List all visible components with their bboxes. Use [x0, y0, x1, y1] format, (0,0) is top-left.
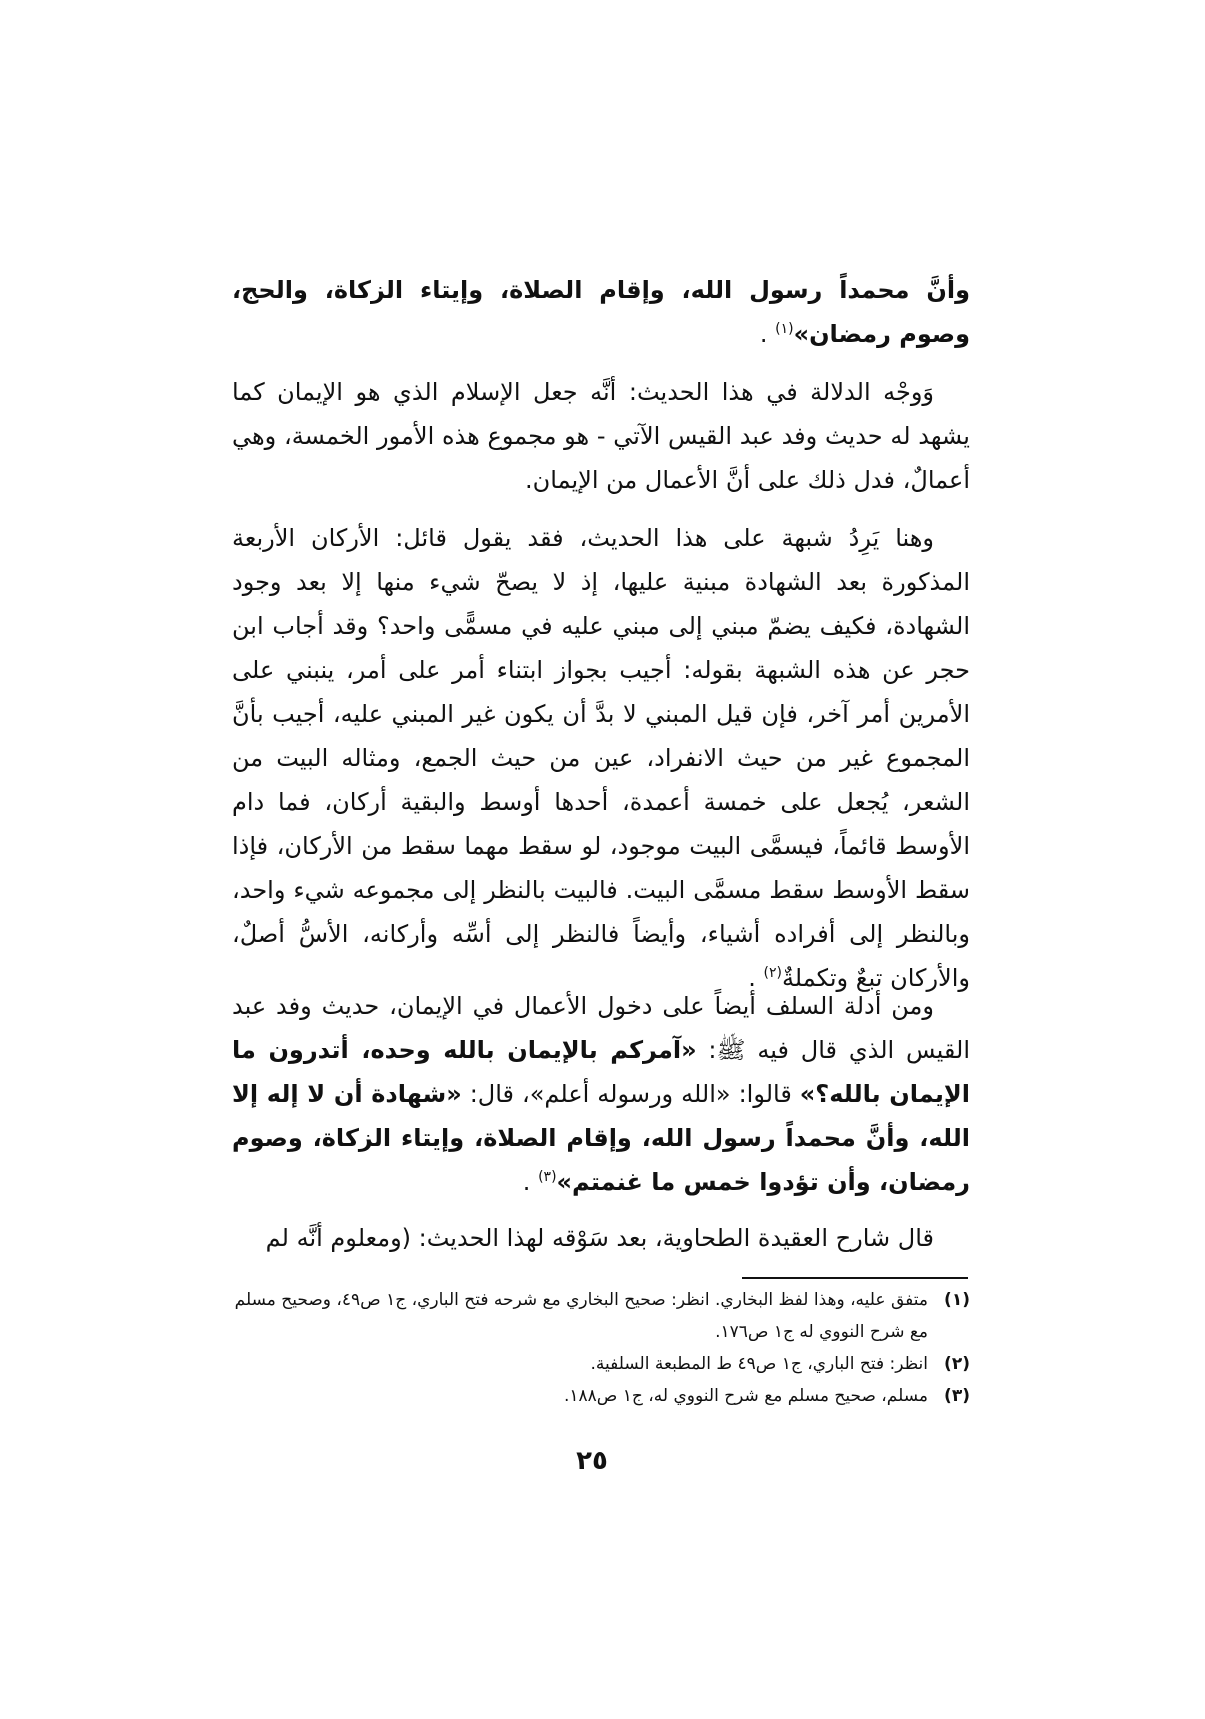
footnote-ref-1[interactable]: (١)	[775, 321, 794, 337]
paragraph-text: قالوا: «الله ورسوله أعلم»، قال:	[461, 1080, 800, 1108]
sentence-end: .	[759, 320, 768, 348]
paragraph-text: قال شارح العقيدة الطحاوية، بعد سَوْقه لهذا الحديث: (ومعلوم أنَّه لم	[265, 1224, 934, 1252]
footnotes-section	[232, 1284, 970, 1412]
footnote-2	[232, 1348, 970, 1380]
footnote-marker: (٣)	[944, 1386, 970, 1406]
page-number: ٢٥	[576, 1446, 608, 1476]
sentence-end: .	[748, 964, 756, 992]
footnote-3	[232, 1380, 970, 1412]
hadith-quote-ending: وأنَّ محمداً رسول الله، وإقام الصلاة، وإيتاء الزكاة، والحج، وصوم رمضان»	[232, 276, 970, 348]
footnote-divider	[742, 1277, 968, 1279]
footnote-text: متفق عليه، وهذا لفظ البخاري. انظر: صحيح البخاري مع شرحه فتح الباري، ج١ ص٤٩، وصحيح مسلم مع شرح النووي له ج١ ص١٧٦.	[234, 1290, 928, 1342]
paragraph-text: وَوجْه الدلالة في هذا الحديث: أنَّه جعل الإسلام الذي هو الإيمان كما يشهد له حديث وفد عبد القيس الآتي - هو مجموع هذه الأمور الخمسة، وهي أعمالٌ، فدل ذلك على أنَّ الأعمال من الإيمان.	[232, 378, 970, 494]
hadith-quote-1: «آمركم بالإيمان بالله وحده، أتدرون ما الإيمان بالله؟»	[232, 1036, 971, 1108]
footnote-marker: (١)	[944, 1290, 970, 1310]
body-paragraph-5	[232, 1216, 970, 1260]
body-paragraph-3	[232, 516, 970, 1000]
paragraph-text: وهنا يَرِدُ شبهة على هذا الحديث، فقد يقول قائل: الأركان الأربعة المذكورة بعد الشهادة مبنية عليها، إذ لا يصحّ شيء منها إلا بعد وجود الشهادة، فكيف يضمّ مبني إلى مبني عليه في مسمًّى واحد؟ وقد أجاب ابن حجر عن هذه الشبهة بقوله: أجيب بجواز ابتناء أمر على أمر، ينبني على الأمرين أمر آخر، فإن قيل المبني لا بدَّ أن يكون غير المبني عليه، أجيب بأنَّ المجموع غير من حيث الانفراد، عين من حيث الجمع، ومثاله البيت من الشعر، يُجعل على خمسة أعمدة، أحدها أوسط والبقية أركان، فما دام الأوسط قائماً، فيسمَّى البيت موجود، لو سقط مهما سقط من الأركان، فإذا سقط الأوسط سقط مسمَّى البيت. فالبيت بالنظر إلى مجموعه شيء واحد، وبالنظر إلى أفراده أشياء، وأيضاً فالنظر إلى أسِّه وأركانه، الأسُّ أصلٌ، والأركان تبعٌ وتكملةٌ	[232, 524, 970, 992]
body-paragraph-4	[232, 984, 970, 1204]
sentence-end: .	[522, 1168, 531, 1196]
paragraph-text: ومن أدلة السلف أيضاً على دخول الأعمال في الإيمان، حديث وفد عبد القيس الذي قال فيه ﷺ:	[232, 992, 970, 1064]
footnote-text: مسلم، صحيح مسلم مع شرح النووي له، ج١ ص١٨٨.	[563, 1386, 928, 1406]
footnote-text: انظر: فتح الباري، ج١ ص٤٩ ط المطبعة السلفية.	[590, 1354, 928, 1374]
footnote-ref-3[interactable]: (٣)	[538, 1169, 557, 1185]
body-paragraph-1	[232, 268, 970, 356]
footnote-marker: (٢)	[944, 1354, 970, 1374]
hadith-quote-2: «شهادة أن لا إله إلا الله، وأنَّ محمداً رسول الله، وإقام الصلاة، وإيتاء الزكاة، وصوم رمضان، وأن تؤدوا خمس ما غنمتم»	[232, 1080, 970, 1196]
body-paragraph-2	[232, 370, 970, 502]
footnote-1	[232, 1284, 970, 1348]
footnote-ref-2[interactable]: (٢)	[763, 965, 782, 981]
